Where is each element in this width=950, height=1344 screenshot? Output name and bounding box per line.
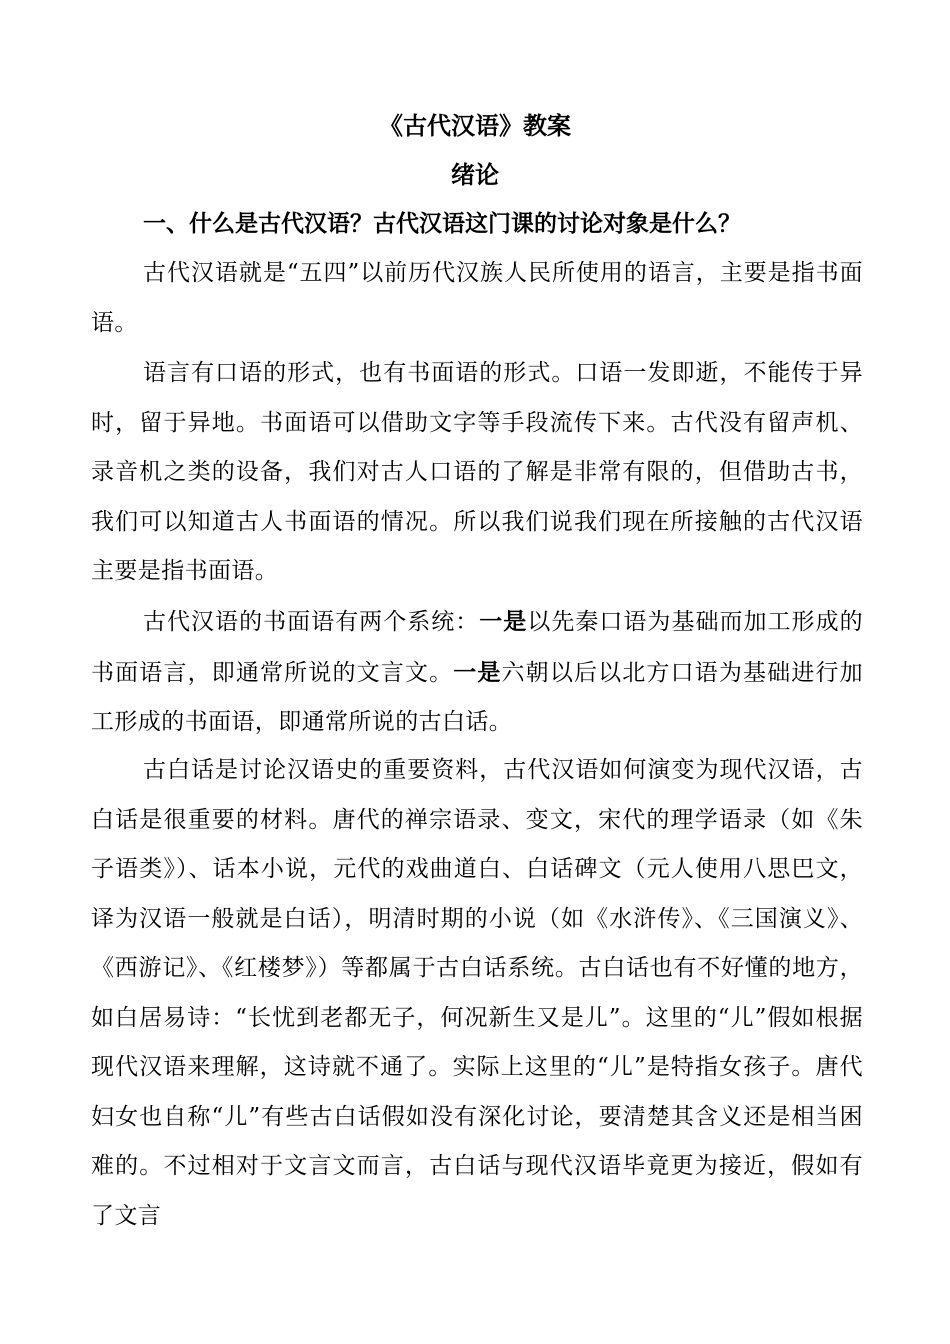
emphasis-first: 一是 <box>479 608 528 635</box>
chapter-title: 绪论 <box>451 160 499 189</box>
section-heading: 一、什么是古代汉语？古代汉语这门课的讨论对象是什么？ <box>143 210 741 237</box>
text-run: 古代汉语的书面语有两个系统： <box>143 609 480 635</box>
paragraph-vernacular: 古白话是讨论汉语史的重要资料，古代汉语如何演变为现代汉语，古白话是很重要的材料。唐代的禅宗语录、变文，宋代的理学语录（如《朱子语类》）、话本小说，元代的戏曲道白、白话碑文（元人使用八思巴文，译为汉语一般就是白话），明清时期的小说（如《水浒传》、《三国演义》、《西游记》、《红楼梦》）等都属于古白话系统。古白话也有不好懂的地方，如白居易诗：“长忧到老都无子，何况新生又是儿”。这里的“儿”假如根据现代汉语来理解，这诗就不通了。实际上这里的“儿”是特指女孩子。唐代妇女也自称“儿”有些古白话假如没有深化讨论，要清楚其含义还是相当困难的。不过相对于文言文而言，古白话与现代汉语毕竟更为接近，假如有了文言 <box>91 757 863 1229</box>
paragraph-two-systems <box>91 597 863 748</box>
text-run: 以先秦口语为基础而加工形成的书面语言，即通常所说的文言文。 <box>91 609 863 686</box>
emphasis-second: 一是 <box>453 658 502 686</box>
paragraph-spoken-vs-written: 语言有口语的形式，也有书面语的形式。口语一发即逝，不能传于异时，留于异地。书面语可以借助文字等手段流传下来。古代没有留声机、录音机之类的设备，我们对古人口语的了解是非常有限的，但借助古书，我们可以知道古人书面语的情况。所以我们说我们现在所接触的古代汉语主要是指书面语。 <box>91 360 863 584</box>
text-run: 六朝以后以北方口语为基础进行加工形成的书面语，即通常所说的古白话。 <box>91 659 864 735</box>
paragraph-definition: 古代汉语就是“五四”以前历代汉族人民所使用的语言，主要是指书面语。 <box>91 260 863 336</box>
document-title: 《古代汉语》教案 <box>379 111 571 140</box>
